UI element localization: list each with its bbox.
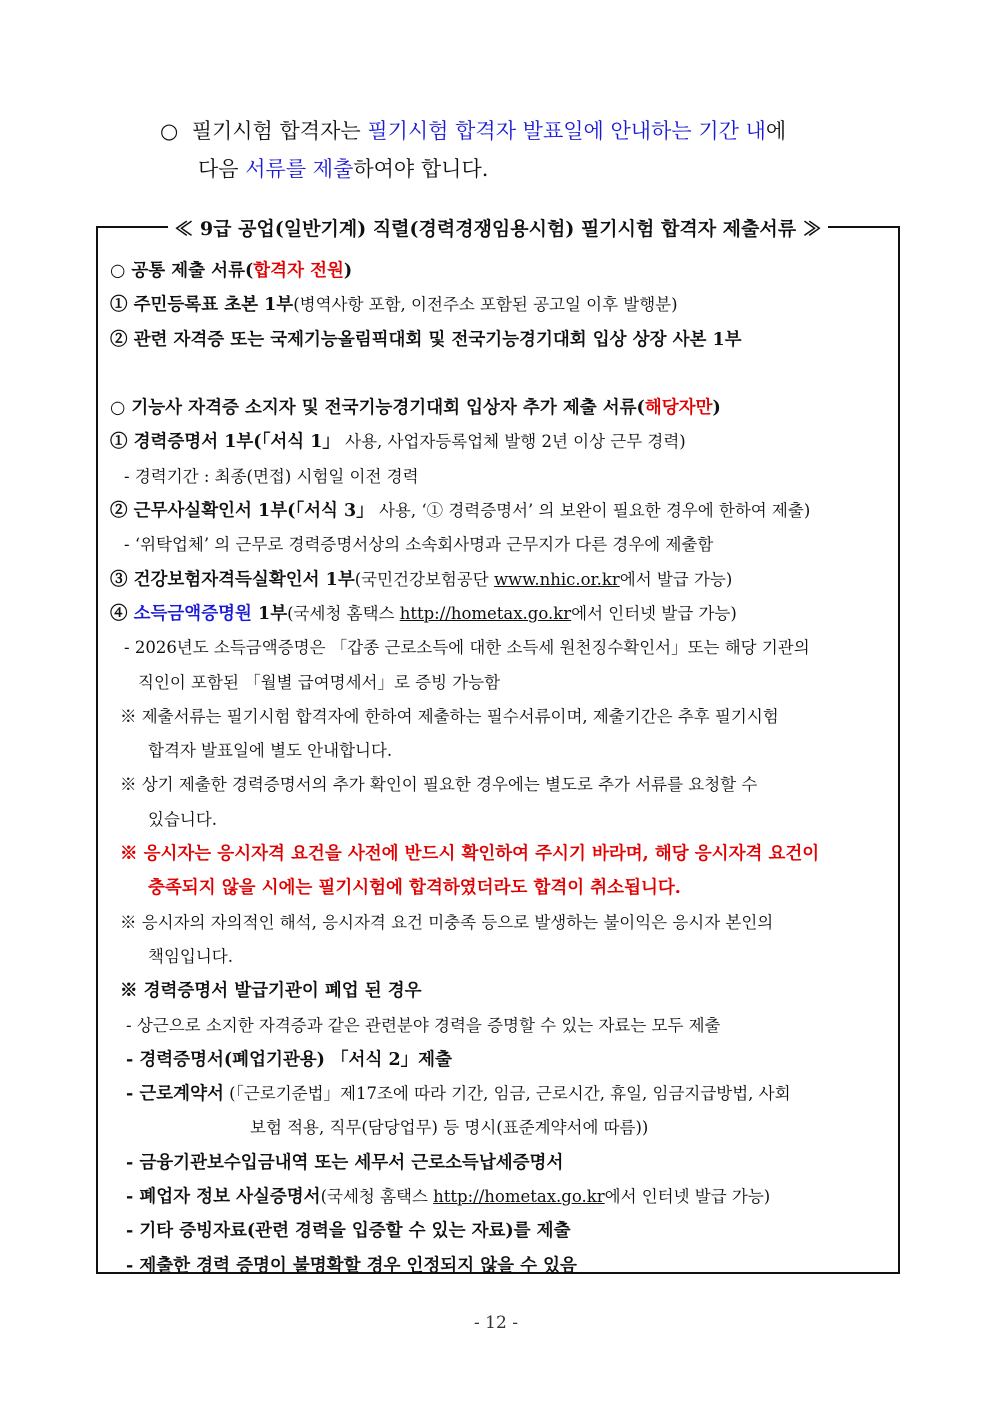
intro-text-2: 다음 [198, 157, 246, 181]
bullet: ○ [160, 119, 179, 143]
note-4-line-2: 책임입니다. [148, 946, 233, 966]
hometax-link: http://hometax.go.kr [399, 603, 572, 623]
note-3-line-1: ※ 응시자는 응시자격 요건을 사전에 반드시 확인하여 주시기 바라며, 해당 응시자격 요건이 [120, 844, 820, 865]
note-2-line-1: ※ 상기 제출한 경력증명서의 추가 확인이 필요한 경우에는 별도로 추가 서류를 요청할 수 [120, 775, 758, 795]
intro-line-1 [160, 112, 900, 150]
box-content [110, 254, 892, 1283]
closed-item-4: - 금융기관보수입금내역 또는 세무서 근로소득납세증명서 [126, 1152, 564, 1173]
add-item-4-sub-2: 직인이 포함된 「월별 급여명세서」로 증빙 가능함 [138, 672, 501, 692]
nhic-link: www.nhic.or.kr [493, 569, 620, 589]
add-item-1-sub: - 경력기간 : 최종(면접) 시험일 이전 경력 [124, 466, 419, 486]
intro-highlight: 필기시험 합격자 발표일에 안내하는 기간 내 [367, 119, 766, 143]
intro-text-2-end: 하여야 합니다. [353, 157, 489, 181]
add-item-2-sub: - ‘위탁업체’ 의 근무로 경력증명서상의 소속회사명과 근무지가 다른 경우에 제출함 [124, 535, 714, 555]
closed-business-heading: ※ 경력증명서 발급기관이 폐업 된 경우 [120, 981, 422, 1002]
closed-item-7: - 제출한 경력 증명이 불명확할 경우 인정되지 않을 수 있음 [126, 1255, 577, 1276]
add-item-2: ② 근무사실확인서 1부(「서식 3」 사용, ‘① 경력증명서’ 의 보완이 필요한 경우에 한하여 제출) [110, 501, 811, 522]
note-4-line-1: ※ 응시자의 자의적인 해석, 응시자격 요건 미충족 등으로 발생하는 불이익은 응시자 본인의 [120, 912, 774, 932]
add-item-3: ③ 건강보험자격득실확인서 1부(국민건강보험공단 www.nhic.or.kr에서 발급 가능) [110, 569, 733, 590]
closed-item-3-cont: 보험 적용, 직무(담당업무) 등 명시(표준계약서에 따름)) [250, 1118, 649, 1138]
box-title [98, 214, 898, 241]
intro-paragraph [160, 112, 900, 188]
intro-highlight-2: 서류를 제출 [245, 157, 354, 181]
spacer [110, 357, 892, 391]
common-heading: ○ 공통 제출 서류(합격자 전원) [110, 261, 353, 281]
intro-text-end: 에 [765, 119, 787, 143]
hometax-link-2: http://hometax.go.kr [433, 1187, 605, 1207]
closed-item-5: - 폐업자 정보 사실증명서(국세청 홈택스 http://hometax.go.kr에서 인터넷 발급 가능) [126, 1187, 771, 1208]
add-item-4-sub-1: - 2026년도 소득금액증명은 「갑종 근로소득에 대한 소득세 원천징수확인서」또는 해당 기관의 [124, 638, 810, 658]
income-cert-label: 소득금액증명원 [133, 603, 252, 624]
closed-item-3: - 근로계약서 (「근로기준법」제17조에 따라 기간, 임금, 근로시간, 휴일, 임금지급방법, 사회 [126, 1084, 791, 1105]
add-item-4: ④ 소득금액증명원 1부(국세청 홈택스 http://hometax.go.kr에서 인터넷 발급 가능) [110, 603, 737, 624]
closed-item-2: - 경력증명서(폐업기관용) 「서식 2」제출 [126, 1049, 452, 1070]
closed-item-1: - 상근으로 소지한 자격증과 같은 관련분야 경력을 증명할 수 있는 자료는 모두 제출 [126, 1015, 721, 1035]
additional-heading: ○ 기능사 자격증 소지자 및 전국기능경기대회 입상자 추가 제출 서류(해당자만) [110, 398, 721, 419]
note-1-line-2: 합격자 발표일에 별도 안내합니다. [148, 741, 393, 761]
intro-text: 필기시험 합격자는 [191, 119, 368, 143]
common-item-2: ② 관련 자격증 또는 국제기능올림픽대회 및 전국기능경기대회 입상 상장 사본 1부 [110, 329, 742, 350]
page-number: - 12 - [474, 1313, 518, 1333]
note-3-line-2: 충족되지 않을 시에는 필기시험에 합격하였더라도 합격이 취소됩니다. [148, 878, 681, 899]
additional-heading-red: 해당자만 [644, 398, 713, 419]
common-heading-red: 합격자 전원 [253, 261, 344, 281]
closed-item-6: - 기타 증빙자료(관련 경력을 입증할 수 있는 자료)를 제출 [126, 1221, 571, 1242]
note-1-line-1: ※ 제출서류는 필기시험 합격자에 한하여 제출하는 필수서류이며, 제출기간은 추후 필기시험 [120, 706, 779, 726]
intro-line-2 [160, 150, 900, 188]
common-item-1: ① 주민등록표 초본 1부(병역사항 포함, 이전주소 포함된 공고일 이후 발행분) [110, 295, 678, 316]
documents-box [96, 218, 900, 1276]
add-item-1: ① 경력증명서 1부(「서식 1」 사용, 사업자등록업체 발행 2년 이상 근무 경력) [110, 432, 686, 453]
note-2-line-2: 있습니다. [148, 809, 218, 829]
box-title-text: ≪ 9급 공업(일반기계) 직렬(경력경쟁임용시험) 필기시험 합격자 제출서류 ≫ [168, 218, 827, 240]
